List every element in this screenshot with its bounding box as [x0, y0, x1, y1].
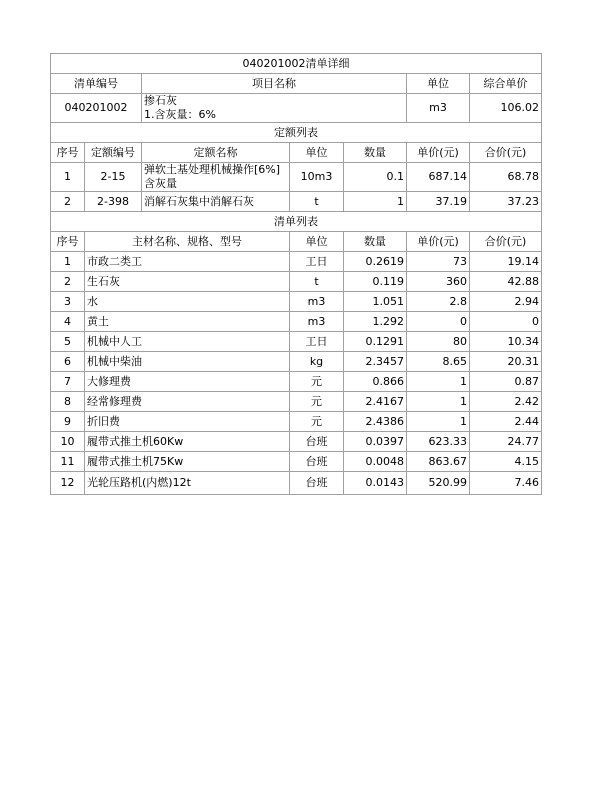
material-seq: 9 [51, 412, 85, 432]
material-row [51, 392, 542, 412]
material-row [51, 312, 542, 332]
material-row [51, 292, 542, 312]
quota-qty: 0.1 [344, 163, 407, 192]
material-unit-price: 0 [407, 312, 470, 332]
quota-seq: 1 [51, 163, 85, 192]
material-row [51, 472, 542, 495]
material-total: 19.14 [470, 252, 542, 272]
material-unit: 台班 [290, 452, 344, 472]
quota-header-row [51, 143, 542, 163]
materials-qty-header: 数量 [344, 232, 407, 252]
material-seq: 6 [51, 352, 85, 372]
material-total: 0 [470, 312, 542, 332]
material-unit-price: 1 [407, 372, 470, 392]
material-row [51, 272, 542, 292]
item-unit: m3 [407, 94, 470, 123]
material-total: 24.77 [470, 432, 542, 452]
quota-qty: 1 [344, 192, 407, 212]
quota-name-header: 定额名称 [142, 143, 290, 163]
material-name: 折旧费 [85, 412, 290, 432]
material-unit: 元 [290, 412, 344, 432]
unit-header: 单位 [407, 74, 470, 94]
bill-detail-table [50, 53, 542, 495]
material-total: 4.15 [470, 452, 542, 472]
quota-unit-price: 687.14 [407, 163, 470, 192]
table-title: 040201002清单详细 [51, 54, 542, 74]
code-header: 清单编号 [51, 74, 142, 94]
material-total: 7.46 [470, 472, 542, 495]
material-total: 2.44 [470, 412, 542, 432]
quota-unit: 10m3 [290, 163, 344, 192]
materials-section-row [51, 212, 542, 232]
material-unit: t [290, 272, 344, 292]
quota-name: 弹软土基处理机械操作[6%]含灰量 [142, 163, 290, 192]
quota-seq-header: 序号 [51, 143, 85, 163]
material-unit-price: 863.67 [407, 452, 470, 472]
material-total: 20.31 [470, 352, 542, 372]
quota-row [51, 163, 542, 192]
material-total: 2.94 [470, 292, 542, 312]
material-row [51, 432, 542, 452]
material-name: 履带式推土机60Kw [85, 432, 290, 452]
material-seq: 2 [51, 272, 85, 292]
material-qty: 1.051 [344, 292, 407, 312]
material-qty: 0.0397 [344, 432, 407, 452]
price-header: 综合单价 [470, 74, 542, 94]
material-unit-price: 2.8 [407, 292, 470, 312]
material-seq: 8 [51, 392, 85, 412]
material-qty: 2.3457 [344, 352, 407, 372]
material-row [51, 352, 542, 372]
header-row [51, 74, 542, 94]
material-unit: 元 [290, 372, 344, 392]
material-seq: 11 [51, 452, 85, 472]
material-unit-price: 360 [407, 272, 470, 292]
material-name: 黄土 [85, 312, 290, 332]
quota-code-header: 定额编号 [85, 143, 142, 163]
item-name-line2: 1.含灰量：6% [144, 108, 216, 121]
material-unit-price: 1 [407, 412, 470, 432]
material-row [51, 332, 542, 352]
materials-name-header: 主材名称、规格、型号 [85, 232, 290, 252]
materials-unit-price-header: 单价(元) [407, 232, 470, 252]
quota-total: 68.78 [470, 163, 542, 192]
item-price: 106.02 [470, 94, 542, 123]
material-total: 42.88 [470, 272, 542, 292]
material-qty: 0.119 [344, 272, 407, 292]
material-unit: 元 [290, 392, 344, 412]
material-seq: 10 [51, 432, 85, 452]
material-qty: 0.866 [344, 372, 407, 392]
material-name: 机械中柴油 [85, 352, 290, 372]
quota-row [51, 192, 542, 212]
material-name: 机械中人工 [85, 332, 290, 352]
material-unit-price: 73 [407, 252, 470, 272]
item-row [51, 94, 542, 123]
quota-code: 2-398 [85, 192, 142, 212]
material-unit-price: 1 [407, 392, 470, 412]
material-unit-price: 80 [407, 332, 470, 352]
material-qty: 2.4386 [344, 412, 407, 432]
material-qty: 1.292 [344, 312, 407, 332]
quota-section-row [51, 123, 542, 143]
material-seq: 7 [51, 372, 85, 392]
materials-section-title: 清单列表 [51, 212, 542, 232]
material-name: 市政二类工 [85, 252, 290, 272]
quota-seq: 2 [51, 192, 85, 212]
quota-code: 2-15 [85, 163, 142, 192]
quota-name: 消解石灰集中消解石灰 [142, 192, 290, 212]
material-unit: m3 [290, 292, 344, 312]
material-name: 光轮压路机(内燃)12t [85, 472, 290, 495]
item-name-line1: 掺石灰 [144, 94, 177, 107]
item-name [142, 94, 407, 123]
material-name: 生石灰 [85, 272, 290, 292]
material-name: 大修理费 [85, 372, 290, 392]
material-unit: 工日 [290, 252, 344, 272]
materials-total-header: 合价(元) [470, 232, 542, 252]
material-qty: 0.0048 [344, 452, 407, 472]
material-row [51, 252, 542, 272]
material-row [51, 452, 542, 472]
item-code: 040201002 [51, 94, 142, 123]
materials-header-row [51, 232, 542, 252]
materials-unit-header: 单位 [290, 232, 344, 252]
material-unit-price: 520.99 [407, 472, 470, 495]
material-unit: 台班 [290, 432, 344, 452]
quota-total-header: 合价(元) [470, 143, 542, 163]
material-row [51, 412, 542, 432]
quota-qty-header: 数量 [344, 143, 407, 163]
material-total: 10.34 [470, 332, 542, 352]
materials-seq-header: 序号 [51, 232, 85, 252]
material-total: 2.42 [470, 392, 542, 412]
material-unit: kg [290, 352, 344, 372]
material-name: 经常修理费 [85, 392, 290, 412]
quota-unit-header: 单位 [290, 143, 344, 163]
material-unit: 工日 [290, 332, 344, 352]
material-seq: 12 [51, 472, 85, 495]
material-unit: m3 [290, 312, 344, 332]
material-total: 0.87 [470, 372, 542, 392]
material-seq: 1 [51, 252, 85, 272]
material-unit-price: 8.65 [407, 352, 470, 372]
material-seq: 3 [51, 292, 85, 312]
quota-unit: t [290, 192, 344, 212]
name-header: 项目名称 [142, 74, 407, 94]
material-qty: 0.0143 [344, 472, 407, 495]
quota-unit-price-header: 单价(元) [407, 143, 470, 163]
title-row [51, 54, 542, 74]
material-row [51, 372, 542, 392]
quota-section-title: 定额列表 [51, 123, 542, 143]
material-unit: 台班 [290, 472, 344, 495]
material-qty: 0.2619 [344, 252, 407, 272]
material-name: 履带式推土机75Kw [85, 452, 290, 472]
quota-unit-price: 37.19 [407, 192, 470, 212]
material-qty: 2.4167 [344, 392, 407, 412]
material-unit-price: 623.33 [407, 432, 470, 452]
material-qty: 0.1291 [344, 332, 407, 352]
material-seq: 5 [51, 332, 85, 352]
quota-total: 37.23 [470, 192, 542, 212]
material-name: 水 [85, 292, 290, 312]
material-seq: 4 [51, 312, 85, 332]
